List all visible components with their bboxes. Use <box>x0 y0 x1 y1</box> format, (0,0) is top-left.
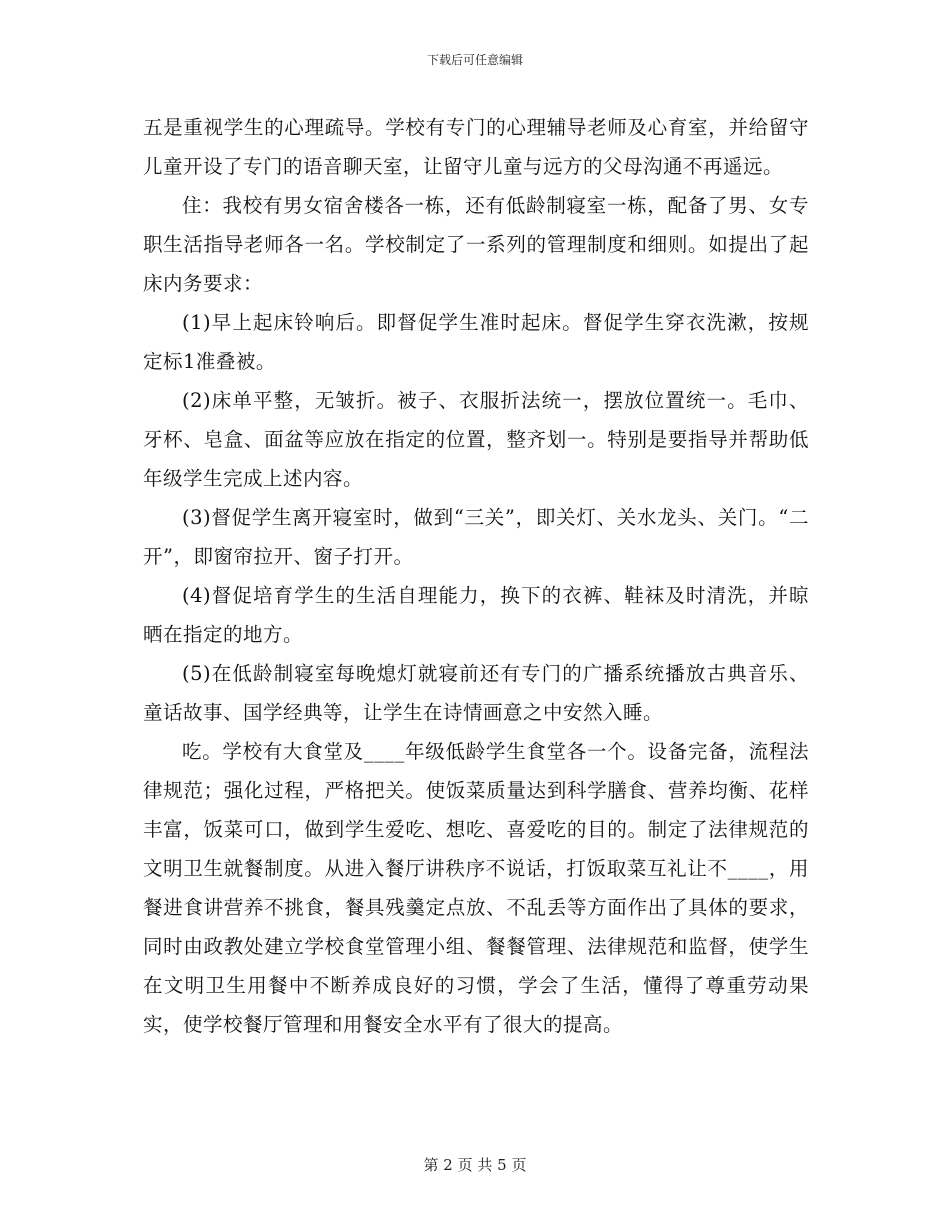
list-item-3: (3)督促学生离开寝室时，做到“三关”，即关灯、关水龙头、关门。“二开”，即窗帘拉开、窗子打开。 <box>143 506 809 568</box>
page-number: 第 2 页 共 5 页 <box>423 1156 527 1174</box>
page-header: 下载后可任意编辑 <box>426 53 523 67</box>
paragraph-dormitory: 住：我校有男女宿舍楼各一栋，还有低龄制寝室一栋，配备了男、女专职生活指导老师各一名。学校制定了一系列的管理制度和细则。如提出了起床内务要求： <box>143 194 809 295</box>
document-body <box>143 108 809 1044</box>
list-item-4: (4)督促培育学生的生活自理能力，换下的衣裤、鞋袜及时清洗，并晾晒在指定的地方。 <box>143 584 809 646</box>
paragraph-dining: 吃。学校有大食堂及____年级低龄学生食堂各一个。设备完备，流程法律规范；强化过程，严格把关。使饭菜质量达到科学膳食、营养均衡、花样丰富，饭菜可口，做到学生爱吃、想吃、喜爱吃的目的。制定了法律规范的文明卫生就餐制度。从进入餐厅讲秩序不说话，打饭取菜互礼让不____，用餐进食讲营养不挑食，餐具残羹定点放、不乱丢等方面作出了具体的要求，同时由政教处建立学校食堂管理小组、餐餐管理、法律规范和监督，使学生在文明卫生用餐中不断养成良好的习惯，学会了生活，懂得了尊重劳动果实，使学校餐厅管理和用餐安全水平有了很大的提高。 <box>143 740 809 1036</box>
paragraph-psychology: 五是重视学生的心理疏导。学校有专门的心理辅导老师及心育室，并给留守儿童开设了专门的语音聊天室，让留守儿童与远方的父母沟通不再遥远。 <box>143 116 809 178</box>
list-item-2: (2)床单平整，无皱折。被子、衣服折法统一，摆放位置统一。毛巾、牙杯、皂盒、面盆等应放在指定的位置，整齐划一。特别是要指导并帮助低年级学生完成上述内容。 <box>143 389 809 490</box>
list-item-5: (5)在低龄制寝室每晚熄灯就寝前还有专门的广播系统播放古典音乐、童话故事、国学经典等，让学生在诗情画意之中安然入睡。 <box>143 662 809 724</box>
list-item-1: (1)早上起床铃响后。即督促学生准时起床。督促学生穿衣洗漱，按规定标1准叠被。 <box>143 311 809 373</box>
